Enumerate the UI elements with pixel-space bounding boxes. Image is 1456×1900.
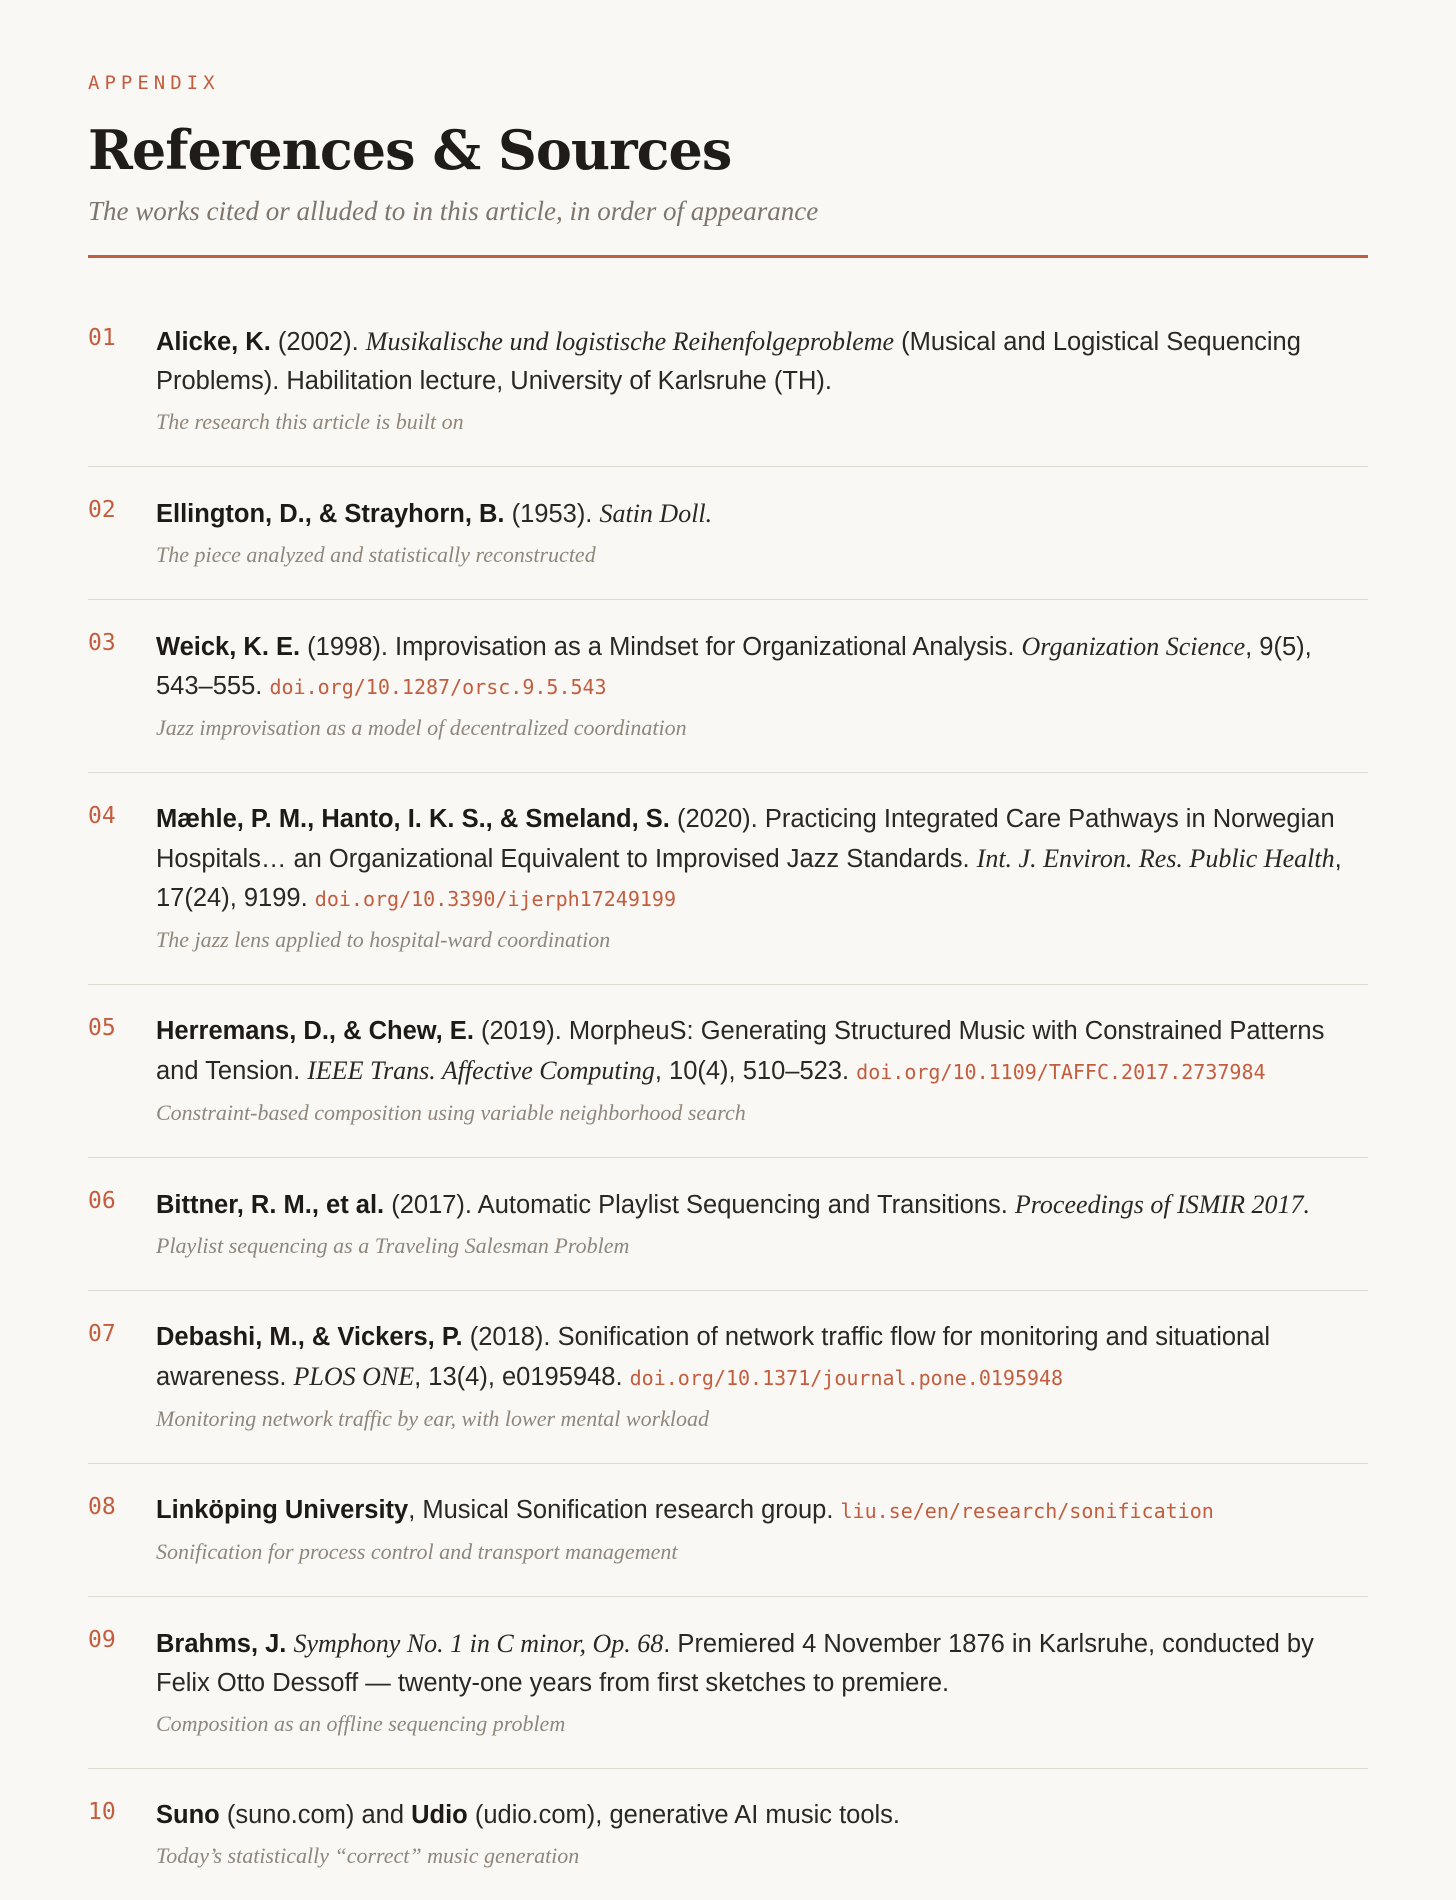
- reference-annotation: The research this article is built on: [156, 409, 464, 434]
- citation-author: Debashi, M., & Vickers, P.: [156, 1323, 463, 1351]
- reference-number: 07: [88, 1321, 116, 1347]
- reference-number: 03: [88, 630, 116, 656]
- citation-text: (Musical and Logistical Sequencing Problems). Habilitation lecture, University of Karlsruhe (TH).: [156, 328, 1301, 395]
- reference-annotation: Monitoring network traffic by ear, with lower mental workload: [156, 1406, 710, 1431]
- reference-number: 06: [88, 1188, 116, 1214]
- citation-text: , 13(4), e0195948.: [414, 1363, 630, 1391]
- reference-item: [88, 1158, 1368, 1291]
- citation-text: , 10(4), 510–523.: [654, 1057, 857, 1085]
- reference-citation: [156, 1796, 1368, 1835]
- citation-text: , 9(5), 543–555.: [156, 633, 1312, 700]
- reference-annotation: The piece analyzed and statistically reconstructed: [156, 542, 596, 567]
- reference-citation: [156, 1491, 1368, 1531]
- citation-author: Linköping University: [156, 1496, 409, 1524]
- citation-text: (suno.com) and: [219, 1801, 412, 1829]
- citation-link[interactable]: doi.org/10.1371/journal.pone.0195948: [629, 1366, 1064, 1390]
- citation-author: Suno: [156, 1801, 220, 1829]
- reference-number: 10: [88, 1799, 116, 1825]
- reference-number: 02: [88, 497, 116, 523]
- citation-text: (udio.com), generative AI music tools.: [467, 1801, 901, 1829]
- reference-annotation: Jazz improvisation as a model of decentralized coordination: [156, 715, 687, 740]
- citation-author: Weick, K. E.: [156, 633, 301, 661]
- citation-work-title: Satin Doll.: [599, 499, 713, 528]
- reference-citation: [156, 1185, 1368, 1225]
- reference-number: 05: [88, 1015, 116, 1041]
- citation-author: Herremans, D., & Chew, E.: [156, 1017, 474, 1045]
- reference-number: 04: [88, 803, 116, 829]
- citation-author: Alicke, K.: [156, 328, 271, 356]
- citation-text: (2020). Practicing Integrated Care Pathways in Norwegian Hospitals… an Organizational Equivalent to Improvised Jazz Standards.: [156, 805, 1335, 873]
- citation-text: (1998). Improvisation as a Mindset for Organizational Analysis.: [300, 633, 1022, 661]
- citation-link[interactable]: liu.se/en/research/sonification: [840, 1499, 1214, 1523]
- citation-author: Ellington, D., & Strayhorn, B.: [156, 500, 505, 528]
- reference-number: 09: [88, 1627, 116, 1653]
- page-title: References & Sources: [88, 118, 732, 182]
- reference-item: [88, 1769, 1368, 1900]
- citation-author: Udio: [411, 1801, 468, 1829]
- reference-item: [88, 773, 1368, 985]
- reference-citation: [156, 800, 1368, 919]
- header-divider: [88, 255, 1368, 258]
- reference-item: [88, 985, 1368, 1158]
- citation-author: Bittner, R. M., et al.: [156, 1191, 385, 1219]
- reference-number: 01: [88, 325, 116, 351]
- reference-citation: [156, 1624, 1368, 1703]
- citation-work-title: Organization Science: [1021, 632, 1246, 661]
- citation-author: Mæhle, P. M., Hanto, I. K. S., & Smeland, S.: [156, 805, 670, 833]
- citation-link[interactable]: doi.org/10.1287/orsc.9.5.543: [269, 675, 607, 699]
- reference-citation: [156, 322, 1368, 401]
- reference-citation: [156, 494, 1368, 534]
- citation-text: , Musical Sonification research group.: [408, 1496, 841, 1524]
- citation-work-title: Proceedings of ISMIR 2017.: [1014, 1190, 1310, 1219]
- citation-text: (2017). Automatic Playlist Sequencing and Transitions.: [384, 1191, 1015, 1219]
- reference-citation: [156, 1012, 1368, 1092]
- reference-annotation: Composition as an offline sequencing problem: [156, 1711, 566, 1736]
- citation-author: Brahms, J.: [156, 1630, 287, 1658]
- reference-list: [88, 298, 1368, 1900]
- citation-text: . Premiered 4 November 1876 in Karlsruhe, conducted by Felix Otto Dessoff — twenty-one years from first sketches to premiere.: [156, 1630, 1314, 1697]
- reference-item: [88, 600, 1368, 773]
- citation-text: , 17(24), 9199.: [156, 845, 1342, 912]
- citation-work-title: IEEE Trans. Affective Computing: [307, 1056, 655, 1085]
- citation-text: (1953).: [504, 500, 600, 528]
- reference-annotation: The jazz lens applied to hospital-ward coordination: [156, 927, 611, 952]
- section-eyebrow: APPENDIX: [88, 72, 220, 94]
- citation-text: (2018). Sonification of network traffic flow for monitoring and situational awareness.: [156, 1323, 1271, 1391]
- reference-annotation: Playlist sequencing as a Traveling Salesman Problem: [156, 1233, 630, 1258]
- reference-citation: [156, 1318, 1368, 1398]
- reference-number: 08: [88, 1494, 116, 1520]
- reference-annotation: Constraint-based composition using variable neighborhood search: [156, 1100, 746, 1125]
- reference-item: [88, 467, 1368, 600]
- citation-text: (2002).: [270, 328, 366, 356]
- reference-item: [88, 298, 1368, 467]
- citation-link[interactable]: doi.org/10.3390/ijerph17249199: [314, 887, 677, 911]
- citation-work-title: Int. J. Environ. Res. Public Health: [976, 844, 1335, 873]
- reference-annotation: Sonification for process control and transport management: [156, 1539, 678, 1564]
- citation-work-title: PLOS ONE: [293, 1362, 415, 1391]
- page-subtitle: The works cited or alluded to in this article, in order of appearance: [88, 196, 819, 226]
- reference-annotation: Today’s statistically “correct” music generation: [156, 1843, 580, 1868]
- citation-work-title: Musikalische und logistische Reihenfolgeprobleme: [365, 327, 895, 356]
- reference-item: [88, 1597, 1368, 1769]
- citation-work-title: Symphony No. 1 in C minor, Op. 68: [293, 1629, 664, 1658]
- reference-item: [88, 1464, 1368, 1597]
- reference-citation: [156, 627, 1368, 707]
- citation-text: (2019). MorpheuS: Generating Structured Music with Constrained Patterns and Tension.: [156, 1017, 1325, 1085]
- citation-link[interactable]: doi.org/10.1109/TAFFC.2017.2737984: [856, 1060, 1266, 1084]
- reference-item: [88, 1291, 1368, 1464]
